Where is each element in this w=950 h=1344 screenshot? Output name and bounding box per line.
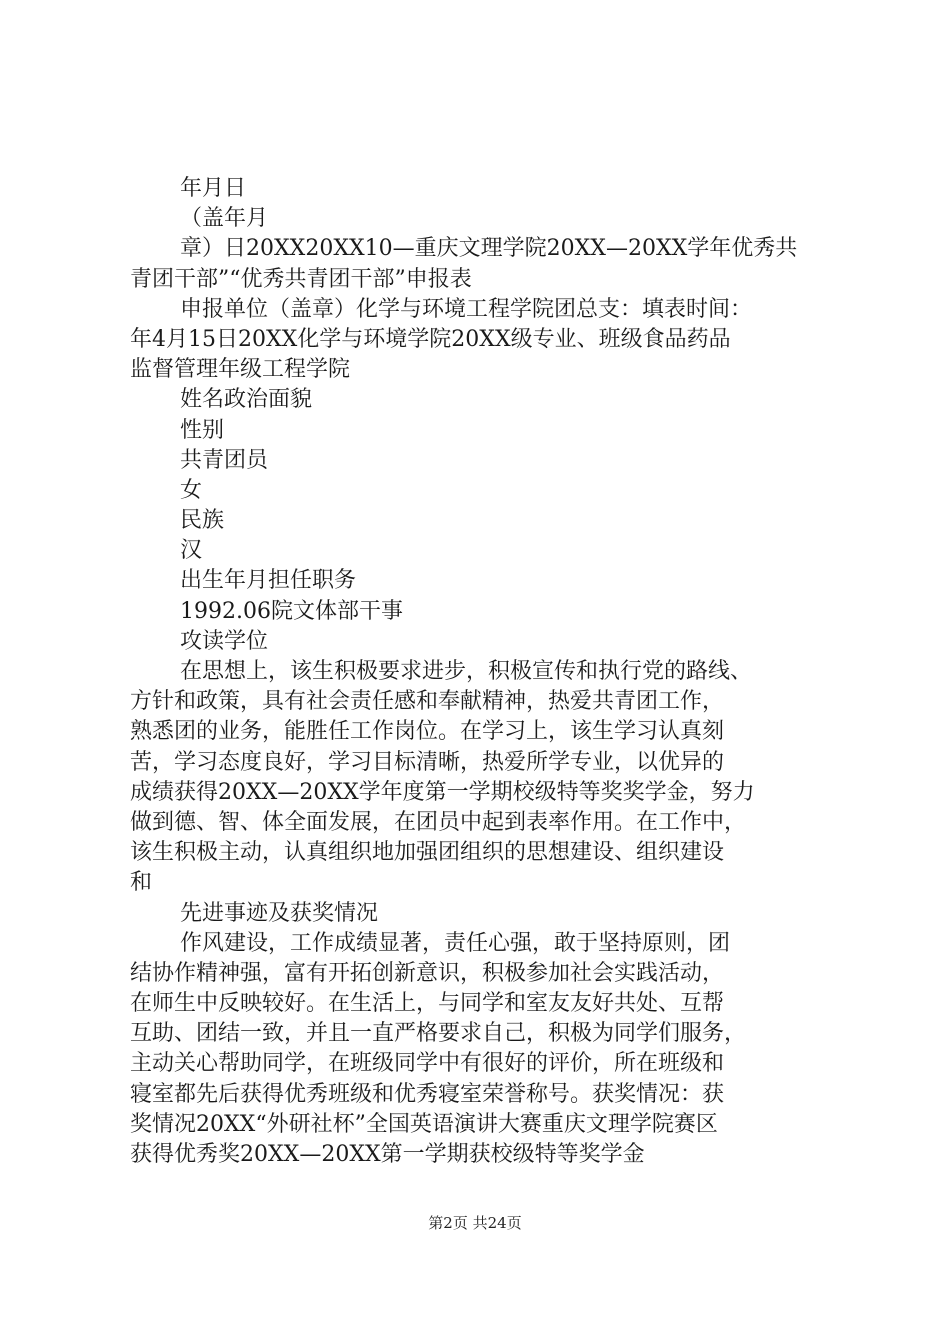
text-line: 奖情况20XX“外研社杯”全国英语演讲大赛重庆文理学院赛区 xyxy=(130,1111,718,1137)
text-line: 汉 xyxy=(180,538,203,564)
text-line: 作风建设，工作成绩显著，责任心强，敢于坚持原则，团 xyxy=(180,930,731,956)
text-line: 在师生中反映较好。在生活上，与同学和室友友好共处、互帮 xyxy=(130,991,725,1017)
text-line: 年4月15日20XX化学与环境学院20XX级专业、班级食品药品 xyxy=(130,326,731,352)
text-line: 主动关心帮助同学，在班级同学中有很好的评价，所在班级和 xyxy=(130,1051,725,1077)
text-line: 申报单位（盖章）化学与环境工程学院团总支：填表时间： xyxy=(180,296,753,322)
document-body xyxy=(130,174,830,1170)
text-line: （盖年月 xyxy=(180,206,269,232)
text-line: 章）日20XX20XX10—重庆文理学院20XX—20XX学年优秀共 xyxy=(180,236,798,262)
text-line: 做到德、智、体全面发展，在团员中起到表率作用。在工作中， xyxy=(130,809,747,835)
text-line: 苦，学习态度良好，学习目标清晰，热爱所学专业，以优异的 xyxy=(130,749,725,775)
page-footer: 第2页 共24页 xyxy=(428,1214,522,1232)
text-line: 寝室都先后获得优秀班级和优秀寝室荣誉称号。获奖情况：获 xyxy=(130,1081,725,1107)
text-line: 攻读学位 xyxy=(180,628,269,654)
text-line: 先进事迹及获奖情况 xyxy=(180,900,379,926)
text-line: 结协作精神强，富有开拓创新意识，积极参加社会实践活动， xyxy=(130,960,725,986)
text-line: 共青团员 xyxy=(180,447,269,473)
text-line: 年月日 xyxy=(180,176,247,201)
text-line: 获得优秀奖20XX—20XX第一学期获校级特等奖学金 xyxy=(130,1142,645,1167)
text-line: 在思想上，该生积极要求进步，积极宣传和执行党的路线、 xyxy=(180,659,753,684)
text-line: 出生年月担任职务 xyxy=(180,568,357,594)
text-line: 青团干部”“优秀共青团干部”申报表 xyxy=(130,266,472,292)
text-line: 民族 xyxy=(180,508,225,534)
text-line: 监督管理年级工程学院 xyxy=(130,357,351,383)
text-line: 和 xyxy=(130,870,153,896)
text-line: 互助、团结一致，并且一直严格要求自己，积极为同学们服务， xyxy=(130,1021,747,1047)
text-line: 该生积极主动，认真组织地加强团组织的思想建设、组织建设 xyxy=(130,840,725,866)
text-line: 1992.06院文体部干事 xyxy=(180,598,403,624)
text-line: 姓名政治面貌 xyxy=(180,387,313,413)
text-line: 熟悉团的业务，能胜任工作岗位。在学习上，该生学习认真刻 xyxy=(130,719,725,745)
text-line: 方针和政策，具有社会责任感和奉献精神，热爱共青团工作， xyxy=(130,689,725,715)
text-line: 成绩获得20XX—20XX学年度第一学期校级特等奖奖学金，努力 xyxy=(130,779,755,805)
text-line: 女 xyxy=(180,477,203,503)
text-line: 性别 xyxy=(180,417,225,443)
